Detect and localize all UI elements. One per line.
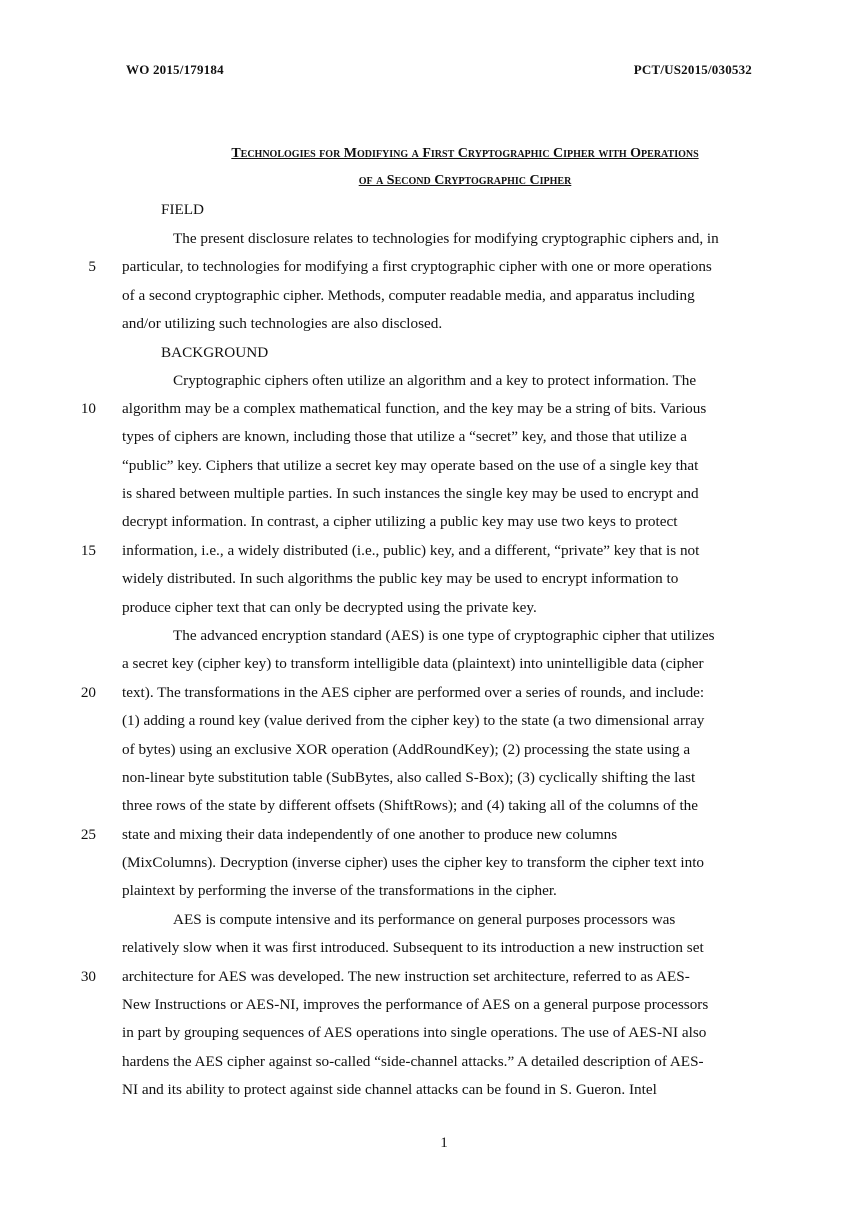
text-line: NI and its ability to protect against side channel attacks can be found in S. Gueron. Intel — [122, 1081, 657, 1098]
text-line: widely distributed. In such algorithms the public key may be used to encrypt information to — [122, 570, 679, 587]
text-line: three rows of the state by different offsets (ShiftRows); and (4) taking all of the columns of the — [122, 797, 699, 814]
text-line: text). The transformations in the AES cipher are performed over a series of rounds, and include: — [122, 684, 705, 701]
text-line: and/or utilizing such technologies are also disclosed. — [122, 315, 443, 332]
text-line: “public” key. Ciphers that utilize a secret key may operate based on the use of a single key that — [122, 457, 699, 474]
text-line: types of ciphers are known, including those that utilize a “secret” key, and those that utilize a — [122, 428, 687, 445]
document-title-line-2: of a Second Cryptographic Cipher — [358, 173, 572, 188]
text-line: New Instructions or AES-NI, improves the performance of AES on a general purpose processors — [122, 996, 709, 1013]
line-number: 30 — [80, 968, 96, 985]
text-line: particular, to technologies for modifying a first cryptographic cipher with one or more operations — [122, 258, 712, 275]
text-line: is shared between multiple parties. In such instances the single key may be used to encrypt and — [122, 485, 699, 502]
text-line: plaintext by performing the inverse of the transformations in the cipher. — [122, 882, 557, 899]
line-number: 25 — [80, 826, 96, 843]
publication-number: WO 2015/179184 — [126, 62, 224, 77]
text-line: information, i.e., a widely distributed (i.e., public) key, and a different, “private” key that is not — [122, 542, 700, 559]
text-line: relatively slow when it was first introduced. Subsequent to its introduction a new instruction set — [122, 939, 704, 956]
text-line: decrypt information. In contrast, a cipher utilizing a public key may use two keys to protect — [122, 513, 678, 530]
line-number: 15 — [80, 542, 96, 559]
text-line: of bytes) using an exclusive XOR operation (AddRoundKey); (2) processing the state using a — [122, 741, 691, 758]
text-line: Cryptographic ciphers often utilize an algorithm and a key to protect information. The — [173, 372, 697, 389]
section-heading-field: FIELD — [161, 201, 205, 218]
application-number: PCT/US2015/030532 — [633, 62, 752, 77]
document-title-line-1: Technologies for Modifying a First Cryptographic Cipher with Operations — [231, 146, 699, 161]
line-number: 5 — [88, 258, 96, 275]
text-line: hardens the AES cipher against so-called “side-channel attacks.” A detailed description of AES- — [122, 1053, 704, 1070]
text-line: The advanced encryption standard (AES) is one type of cryptographic cipher that utilizes — [173, 627, 715, 644]
text-line: of a second cryptographic cipher. Methods, computer readable media, and apparatus including — [122, 287, 695, 304]
text-line: non-linear byte substitution table (SubBytes, also called S-Box); (3) cyclically shifting the last — [122, 769, 696, 786]
text-line: produce cipher text that can only be decrypted using the private key. — [122, 599, 537, 616]
text-line: in part by grouping sequences of AES operations into single operations. The use of AES-NI also — [122, 1024, 707, 1041]
page-number: 1 — [440, 1134, 448, 1151]
section-heading-background: BACKGROUND — [161, 344, 269, 361]
text-line: algorithm may be a complex mathematical function, and the key may be a string of bits. Various — [122, 400, 707, 417]
line-number: 10 — [80, 400, 96, 417]
text-line: architecture for AES was developed. The new instruction set architecture, referred to as AES- — [122, 968, 690, 985]
text-line: a secret key (cipher key) to transform intelligible data (plaintext) into unintelligible data (cipher — [122, 655, 704, 672]
text-line: (1) adding a round key (value derived from the cipher key) to the state (a two dimensional array — [122, 712, 705, 729]
line-number: 20 — [80, 684, 96, 701]
text-line: state and mixing their data independently of one another to produce new columns — [122, 826, 618, 843]
text-line: The present disclosure relates to technologies for modifying cryptographic ciphers and, in — [173, 230, 719, 247]
text-line: (MixColumns). Decryption (inverse cipher) uses the cipher key to transform the cipher text into — [122, 854, 705, 871]
text-line: AES is compute intensive and its performance on general purposes processors was — [173, 911, 676, 928]
